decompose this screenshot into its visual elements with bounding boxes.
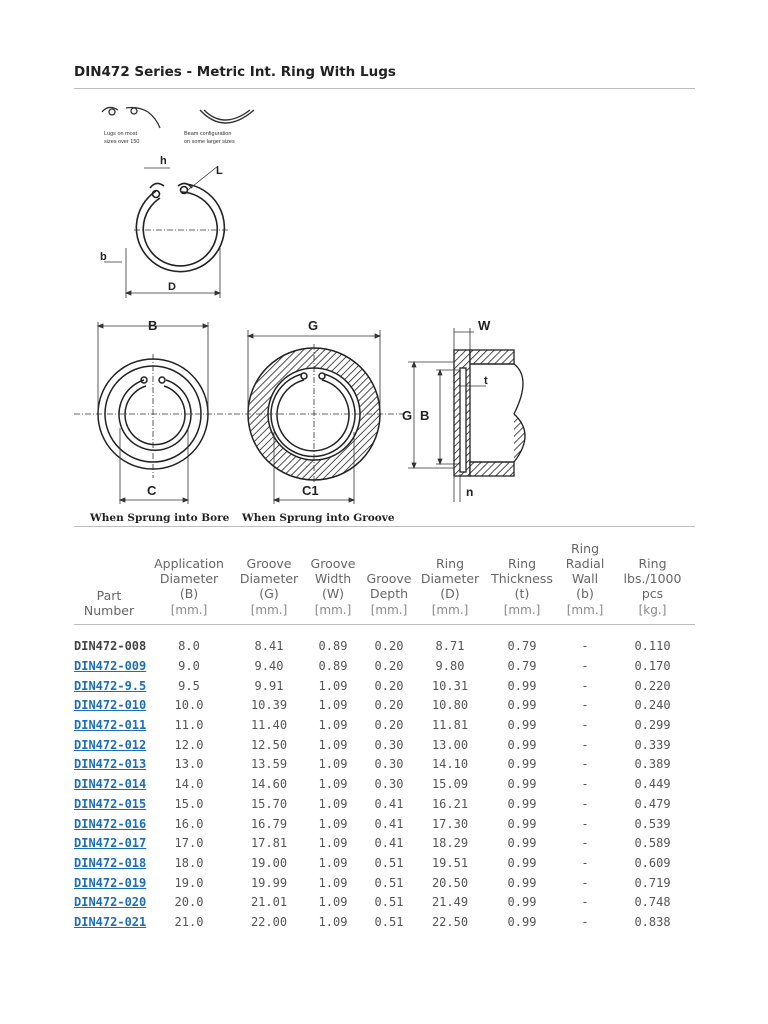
section-drawing-icon	[454, 350, 525, 476]
table-row	[74, 853, 695, 873]
cell-g: 8.41	[254, 639, 284, 654]
cell-d: 18.29	[431, 836, 469, 851]
cell-b: 8.0	[178, 639, 200, 654]
cell-g: 16.79	[250, 816, 288, 831]
cell-weight: 0.748	[634, 895, 671, 910]
cell-depth: 0.41	[374, 816, 404, 831]
part-number-link[interactable]: DIN472-021	[74, 914, 147, 929]
cell-d: 20.50	[431, 875, 469, 890]
cell-t: 0.79	[507, 659, 537, 674]
cell-t: 0.79	[507, 639, 537, 654]
part-number-link[interactable]: DIN472-013	[74, 757, 147, 772]
cell-d: 19.51	[431, 855, 469, 870]
part-number-link[interactable]: DIN472-017	[74, 836, 147, 851]
part-number-cell	[74, 912, 147, 932]
label-t: t	[484, 375, 488, 387]
cell-w: 0.89	[318, 639, 348, 654]
part-number-cell	[74, 735, 147, 755]
part-number-cell	[74, 755, 147, 775]
column-header-label: (D)	[440, 585, 460, 601]
part-number-link[interactable]: DIN472-9.5	[74, 678, 147, 693]
column-header-label: Width	[314, 570, 352, 586]
cell-wall: -	[581, 855, 589, 870]
table-row	[74, 637, 695, 657]
part-number-link[interactable]: DIN472-016	[74, 816, 147, 831]
cell-g: 22.00	[250, 914, 288, 929]
label-L: L	[216, 165, 223, 177]
column-header	[234, 540, 304, 624]
cell-wall: -	[581, 698, 589, 713]
cell-d: 22.50	[431, 914, 469, 929]
title-divider	[74, 88, 695, 89]
cell-wall: -	[581, 639, 589, 654]
cell-wall: -	[581, 757, 589, 772]
column-header-unit: [mm.]	[250, 602, 288, 617]
column-header-label: (W)	[321, 585, 345, 601]
table-row	[74, 755, 695, 775]
column-header-label: Groove	[246, 555, 292, 571]
cell-wall: -	[581, 659, 589, 674]
column-header-unit: [kg.]	[638, 602, 667, 617]
cell-wall: -	[581, 737, 589, 752]
cell-b: 9.5	[178, 678, 200, 693]
cell-w: 1.09	[318, 914, 348, 929]
cell-t: 0.99	[507, 914, 537, 929]
part-number-cell	[74, 794, 147, 814]
part-number-cell	[74, 833, 147, 853]
cell-b: 16.0	[174, 816, 204, 831]
column-header-label: Diameter	[159, 570, 219, 586]
table-row	[74, 794, 695, 814]
cell-d: 21.49	[431, 895, 469, 910]
cell-depth: 0.30	[374, 777, 404, 792]
cell-t: 0.99	[507, 678, 537, 693]
column-header-label: Groove	[366, 570, 412, 586]
table-row	[74, 735, 695, 755]
cell-d: 13.00	[431, 737, 469, 752]
cell-wall: -	[581, 895, 589, 910]
cell-w: 1.09	[318, 678, 348, 693]
column-header	[610, 540, 695, 624]
cell-b: 17.0	[174, 836, 204, 851]
cell-g: 9.40	[254, 659, 284, 674]
cell-g: 13.59	[250, 757, 288, 772]
cell-g: 19.99	[250, 875, 288, 890]
column-header-label: Number	[83, 602, 135, 618]
column-header-label: Radial	[565, 555, 605, 571]
table-body	[74, 624, 695, 932]
cell-depth: 0.30	[374, 737, 404, 752]
cell-g: 9.91	[254, 678, 284, 693]
label-b: b	[100, 251, 107, 263]
cell-wall: -	[581, 875, 589, 890]
label-W: W	[478, 318, 491, 333]
column-header-label: (t)	[514, 585, 530, 601]
cell-w: 0.89	[318, 659, 348, 674]
cell-depth: 0.41	[374, 836, 404, 851]
label-C1: C1	[302, 483, 319, 498]
cell-d: 11.81	[431, 718, 469, 733]
label-C: C	[147, 483, 157, 498]
part-number-link[interactable]: DIN472-009	[74, 659, 147, 674]
part-number-link[interactable]: DIN472-020	[74, 895, 147, 910]
cell-depth: 0.51	[374, 895, 404, 910]
cell-weight: 0.170	[634, 659, 671, 674]
cell-d: 15.09	[431, 777, 469, 792]
part-number-cell	[74, 892, 147, 912]
cell-t: 0.99	[507, 718, 537, 733]
cell-g: 14.60	[250, 777, 288, 792]
cell-t: 0.99	[507, 777, 537, 792]
cell-g: 10.39	[250, 698, 288, 713]
column-header-label: Thickness	[491, 570, 553, 586]
note-beam-line1: Beam configuration	[184, 131, 232, 137]
beam-config-icon	[200, 110, 254, 123]
cell-g: 21.01	[250, 895, 288, 910]
cell-wall: -	[581, 777, 589, 792]
part-number-link[interactable]: DIN472-015	[74, 796, 147, 811]
note-beam-line2: on some larger sizes	[184, 139, 235, 145]
column-header-label: Part	[96, 587, 122, 603]
column-header-label: Ring	[570, 540, 599, 556]
column-header	[416, 540, 484, 624]
column-header-unit: [mm.]	[566, 602, 604, 617]
cell-d: 9.80	[435, 659, 465, 674]
cell-weight: 0.479	[634, 796, 671, 811]
label-h: h	[160, 155, 167, 167]
label-B-section: B	[420, 408, 430, 423]
cell-wall: -	[581, 816, 589, 831]
cell-w: 1.09	[318, 875, 348, 890]
part-number-link[interactable]: DIN472-010	[74, 698, 147, 713]
column-header-unit: [mm.]	[170, 602, 208, 617]
cell-w: 1.09	[318, 796, 348, 811]
label-n: n	[466, 485, 474, 499]
cell-b: 10.0	[174, 698, 204, 713]
cell-weight: 0.389	[634, 757, 671, 772]
cell-d: 8.71	[435, 639, 465, 654]
cell-b: 14.0	[174, 777, 204, 792]
note-lugs-line2: sizes over 150	[104, 139, 140, 145]
specifications-table	[74, 540, 695, 932]
cell-depth: 0.51	[374, 914, 404, 929]
cell-d: 14.10	[431, 757, 469, 772]
column-header-label: (B)	[179, 585, 199, 601]
part-number-cell	[74, 873, 147, 893]
cell-depth: 0.20	[374, 698, 404, 713]
cell-b: 13.0	[174, 757, 204, 772]
column-header-label: (G)	[259, 585, 279, 601]
cell-w: 1.09	[318, 757, 348, 772]
table-row	[74, 656, 695, 676]
cell-weight: 0.838	[634, 914, 671, 929]
cell-d: 16.21	[431, 796, 469, 811]
cell-t: 0.99	[507, 698, 537, 713]
label-B-bore: B	[148, 318, 158, 333]
cell-w: 1.09	[318, 698, 348, 713]
cell-depth: 0.51	[374, 855, 404, 870]
cell-b: 15.0	[174, 796, 204, 811]
cell-b: 11.0	[174, 718, 204, 733]
cell-wall: -	[581, 914, 589, 929]
column-header	[144, 540, 234, 624]
cell-depth: 0.30	[374, 757, 404, 772]
cell-b: 18.0	[174, 855, 204, 870]
cell-depth: 0.20	[374, 718, 404, 733]
cell-weight: 0.299	[634, 718, 671, 733]
note-lugs-line1: Lugs on most	[104, 131, 138, 137]
part-number-cell	[74, 637, 147, 657]
column-header	[362, 540, 416, 624]
ring-drawing-icon	[136, 183, 224, 271]
cell-w: 1.09	[318, 777, 348, 792]
table-row	[74, 774, 695, 794]
column-header-label: (b)	[576, 585, 594, 601]
cell-weight: 0.110	[634, 639, 671, 654]
column-header	[560, 540, 610, 624]
cell-t: 0.99	[507, 816, 537, 831]
cell-b: 12.0	[174, 737, 204, 752]
cell-weight: 0.609	[634, 855, 671, 870]
column-header-label: pcs	[641, 585, 664, 601]
lug-detail-icon	[102, 107, 160, 128]
part-number-cell	[74, 696, 147, 716]
column-header-label: Diameter	[420, 570, 480, 586]
label-G: G	[308, 318, 319, 333]
cell-wall: -	[581, 836, 589, 851]
cell-t: 0.99	[507, 796, 537, 811]
cell-b: 19.0	[174, 875, 204, 890]
cell-depth: 0.20	[374, 678, 404, 693]
column-header-label: Ring	[507, 555, 536, 571]
cell-d: 17.30	[431, 816, 469, 831]
column-header-label: Ring	[435, 555, 464, 571]
cell-weight: 0.589	[634, 836, 671, 851]
column-header-unit: [mm.]	[370, 602, 408, 617]
part-number-link[interactable]: DIN472-018	[74, 855, 147, 870]
cell-depth: 0.51	[374, 875, 404, 890]
part-number-text: DIN472-008	[74, 639, 147, 654]
caption-bore: When Sprung into Bore	[90, 512, 230, 524]
table-row	[74, 833, 695, 853]
table-row	[74, 696, 695, 716]
column-header-unit: [mm.]	[503, 602, 541, 617]
cell-weight: 0.240	[634, 698, 671, 713]
cell-t: 0.99	[507, 737, 537, 752]
cell-g: 17.81	[250, 836, 288, 851]
cell-t: 0.99	[507, 855, 537, 870]
cell-w: 1.09	[318, 718, 348, 733]
part-number-link[interactable]: DIN472-019	[74, 875, 147, 890]
table-row	[74, 814, 695, 834]
cell-t: 0.99	[507, 895, 537, 910]
column-header-label: Wall	[571, 570, 599, 586]
label-D: D	[168, 281, 176, 293]
part-number-cell	[74, 814, 147, 834]
column-header-label: Depth	[369, 585, 409, 601]
cell-depth: 0.20	[374, 659, 404, 674]
cell-t: 0.99	[507, 757, 537, 772]
cell-b: 21.0	[174, 914, 204, 929]
cell-weight: 0.539	[634, 816, 671, 831]
label-G-section: G	[402, 408, 413, 423]
column-header-label: lbs./1000	[623, 570, 682, 586]
ring-diagram	[74, 98, 695, 526]
cell-b: 20.0	[174, 895, 204, 910]
part-number-cell	[74, 715, 147, 735]
part-number-link[interactable]: DIN472-011	[74, 718, 147, 733]
cell-d: 10.80	[431, 698, 469, 713]
diagram-divider	[74, 526, 695, 527]
cell-g: 19.00	[250, 855, 288, 870]
part-number-cell	[74, 853, 147, 873]
cell-g: 11.40	[250, 718, 288, 733]
cell-weight: 0.449	[634, 777, 671, 792]
cell-wall: -	[581, 796, 589, 811]
cell-w: 1.09	[318, 836, 348, 851]
column-header-label: Application	[154, 555, 224, 571]
table-row	[74, 676, 695, 696]
cell-t: 0.99	[507, 875, 537, 890]
cell-w: 1.09	[318, 895, 348, 910]
table-row	[74, 912, 695, 932]
part-number-link[interactable]: DIN472-012	[74, 737, 147, 752]
part-number-cell	[74, 774, 147, 794]
cell-g: 12.50	[250, 737, 288, 752]
table-row	[74, 715, 695, 735]
cell-depth: 0.20	[374, 639, 404, 654]
caption-groove: When Sprung into Groove	[242, 512, 395, 524]
column-header	[74, 540, 144, 624]
part-number-cell	[74, 656, 147, 676]
column-header-label: Groove	[310, 555, 356, 571]
cell-depth: 0.41	[374, 796, 404, 811]
column-header-unit: [mm.]	[314, 602, 352, 617]
column-header	[484, 540, 560, 624]
cell-d: 10.31	[431, 678, 469, 693]
part-number-link[interactable]: DIN472-014	[74, 777, 147, 792]
cell-w: 1.09	[318, 816, 348, 831]
cell-weight: 0.339	[634, 737, 671, 752]
table-header-row	[74, 540, 695, 624]
cell-w: 1.09	[318, 855, 348, 870]
cell-w: 1.09	[318, 737, 348, 752]
cell-weight: 0.719	[634, 875, 671, 890]
part-number-cell	[74, 676, 147, 696]
cell-wall: -	[581, 678, 589, 693]
column-header-label: Diameter	[239, 570, 299, 586]
cell-g: 15.70	[250, 796, 288, 811]
cell-weight: 0.220	[634, 678, 671, 693]
column-header-label: Ring	[638, 555, 667, 571]
cell-b: 9.0	[178, 659, 200, 674]
table-row	[74, 873, 695, 893]
column-header	[304, 540, 362, 624]
column-header-unit: [mm.]	[431, 602, 469, 617]
cell-wall: -	[581, 718, 589, 733]
page-title: DIN472 Series - Metric Int. Ring With Lugs	[74, 64, 396, 80]
table-row	[74, 892, 695, 912]
cell-t: 0.99	[507, 836, 537, 851]
